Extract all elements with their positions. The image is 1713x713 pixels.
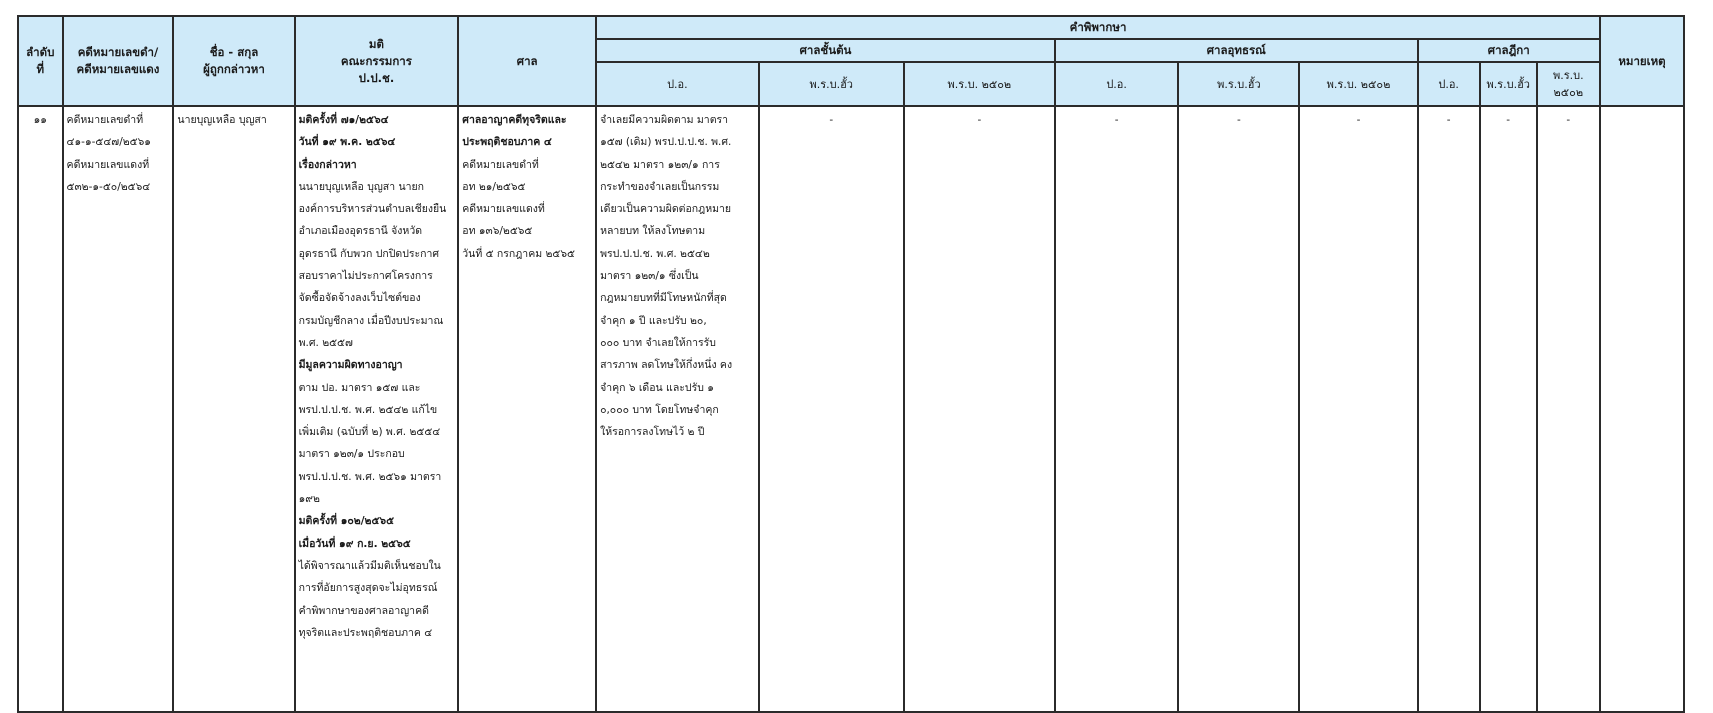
header-accused-name: ชื่อ - สกุล ผู้ถูกกล่าวหา [173, 16, 294, 106]
header-supreme-penal: ป.อ. [1418, 62, 1480, 106]
text-line: อท ๒๑/๒๕๖๕ [462, 180, 526, 193]
text-line: นนายบุญเหลือ บุญสา นายก [298, 180, 425, 193]
text-line: เดียวเป็นความผิดต่อกฎหมาย [600, 203, 732, 216]
text-line: คำพิพากษาของศาลอาญาคดี [298, 604, 429, 617]
cell-court [458, 106, 596, 712]
text-line: สอบราคาไม่ประกาศโครงการ [298, 270, 433, 283]
header-supreme-court: ศาลฎีกา [1418, 39, 1600, 62]
text-line: การที่อัยการสูงสุดจะไม่อุทธรณ์ [298, 582, 438, 595]
text-line: พรป.ป.ป.ช. พ.ศ. ๒๕๔๒ แก้ไข [298, 403, 438, 416]
cell-supreme-act-2502: - [1537, 106, 1600, 712]
text-line: ๐๐๐ บาท จำเลยให้การรับ [600, 336, 716, 349]
text-line: เมื่อวันที่ ๑๙ ก.ย. ๒๕๖๕ [298, 537, 411, 550]
text-line: อำเภอเมืองอุดรธานี จังหวัด [298, 225, 423, 238]
text-line: ๔๑-๑-๕๔๗/๒๕๖๑ [66, 136, 151, 149]
cell-no: ๑๑ [18, 106, 63, 712]
text-line: วันที่ ๕ กรกฎาคม ๒๕๖๕ [462, 247, 575, 260]
cell-remarks [1600, 106, 1684, 712]
text-line: จำเลยมีความผิดตาม มาตรา [600, 114, 729, 126]
table-row [18, 106, 1684, 712]
text-line: อุดรธานี กับพวก ปกปิดประกาศ [298, 247, 440, 260]
text-line: ๑๙๒ [298, 493, 320, 506]
text-line: องค์การบริหารส่วนตำบลเชียงยืน [298, 203, 447, 216]
case-table [17, 15, 1685, 713]
text-line: ๑๕๗ (เดิม) พรป.ป.ป.ช. พ.ศ. [600, 136, 732, 149]
header-supreme-act-2502: พ.ร.บ. ๒๕๐๒ [1537, 62, 1600, 106]
text-line: มาตรา ๑๒๓/๑ ซึ่งเป็น [600, 270, 699, 283]
text-line: กฎหมายบทที่มีโทษหนักที่สุด [600, 292, 727, 305]
text-line: คดีหมายเลขแดงที่ [66, 158, 150, 171]
text-line: อท ๑๓๖/๒๕๖๕ [462, 225, 533, 238]
text-line: กระทำของจำเลยเป็นกรรม [600, 180, 720, 193]
header-judgment: คำพิพากษา [596, 16, 1600, 39]
text-line: ให้รอการลงโทษไว้ ๒ ปี [600, 426, 705, 439]
cell-appeal-act-2502: - [1299, 106, 1417, 712]
text-line: กรมบัญชีกลาง เมื่อปีงบประมาณ [298, 314, 444, 327]
cell-supreme-act-old: - [1480, 106, 1537, 712]
header-first-instance: ศาลชั้นต้น [596, 39, 1055, 62]
header-supreme-act-old: พ.ร.บ.ฮั้ว [1480, 62, 1537, 106]
text-line: หลายบท ให้ลงโทษตาม [600, 225, 706, 238]
cell-first-act-2502: - [904, 106, 1055, 712]
cell-appeal-act-old: - [1178, 106, 1299, 712]
cell-accused-name: นายบุญเหลือ บุญสา [173, 106, 294, 712]
header-appeal-court: ศาลอุทธรณ์ [1055, 39, 1418, 62]
cell-resolution [295, 106, 459, 712]
text-line: มีมูลความผิดทางอาญา [298, 359, 403, 372]
cell-case-no [63, 106, 174, 712]
text-line: คดีหมายเลขดำที่ [66, 114, 144, 126]
text-line: จำคุก ๑ ปี และปรับ ๒๐, [600, 314, 707, 327]
text-line: เพิ่มเติม (ฉบับที่ ๒) พ.ศ. ๒๕๕๔ [298, 426, 441, 439]
text-line: จัดซื้อจัดจ้างลงเว็บไซต์ของ [298, 292, 421, 305]
text-line: พรป.ป.ป.ช. พ.ศ. ๒๕๔๒ [600, 247, 710, 260]
cell-appeal-penal: - [1055, 106, 1178, 712]
header-nacc-resolution: มติ คณะกรรมการ ป.ป.ช. [295, 16, 459, 106]
text-line: มาตรา ๑๒๓/๑ ประกอบ [298, 448, 405, 461]
text-line: มติครั้งที่ ๑๐๒/๒๕๖๕ [298, 515, 395, 528]
header-appeal-penal: ป.อ. [1055, 62, 1178, 106]
text-line: ๐,๐๐๐ บาท โดยโทษจำคุก [600, 403, 719, 416]
text-line: วันที่ ๑๙ พ.ค. ๒๕๖๔ [298, 136, 396, 149]
text-line: ทุจริตและประพฤติชอบภาค ๔ [298, 626, 433, 639]
text-line: พ.ศ. ๒๕๕๗ [298, 336, 353, 349]
header-case-no: คดีหมายเลขดำ/ คดีหมายเลขแดง [63, 16, 174, 106]
cell-first-act-old: - [759, 106, 904, 712]
text-line: ตาม ปอ. มาตรา ๑๕๗ และ [298, 381, 421, 394]
text-line: จำคุก ๖ เดือน และปรับ ๑ [600, 381, 714, 394]
cell-first-penal [596, 106, 759, 712]
header-no: ลำดับ ที่ [18, 16, 63, 106]
text-line: ๒๕๔๒ มาตรา ๑๒๓/๑ การ [600, 158, 720, 171]
header-first-penal: ป.อ. [596, 62, 759, 106]
text-line: ๕๓๒-๑-๕๐/๒๕๖๔ [66, 180, 151, 193]
text-line: มติครั้งที่ ๗๑/๒๕๖๔ [298, 114, 389, 126]
text-line: ได้พิจารณาแล้วมีมติเห็นชอบใน [298, 559, 441, 572]
header-appeal-act-old: พ.ร.บ.ฮั้ว [1178, 62, 1299, 106]
cell-supreme-penal: - [1418, 106, 1480, 712]
header-remarks: หมายเหตุ [1600, 16, 1684, 106]
header-first-act-old: พ.ร.บ.ฮั้ว [759, 62, 904, 106]
text-line: ศาลอาญาคดีทุจริตและ [462, 114, 567, 126]
header-court: ศาล [458, 16, 596, 106]
text-line: สารภาพ ลดโทษให้กึ่งหนึ่ง คง [600, 359, 733, 372]
text-line: เรื่องกล่าวหา [298, 158, 357, 171]
header-first-act-2502: พ.ร.บ. ๒๕๐๒ [904, 62, 1055, 106]
text-line: คดีหมายเลขดำที่ [462, 158, 539, 171]
text-line: คดีหมายเลขแดงที่ [462, 203, 545, 216]
text-line: ประพฤติชอบภาค ๔ [462, 136, 552, 149]
text-line: พรป.ป.ป.ช. พ.ศ. ๒๕๖๑ มาตรา [298, 470, 442, 483]
header-appeal-act-2502: พ.ร.บ. ๒๕๐๒ [1299, 62, 1417, 106]
